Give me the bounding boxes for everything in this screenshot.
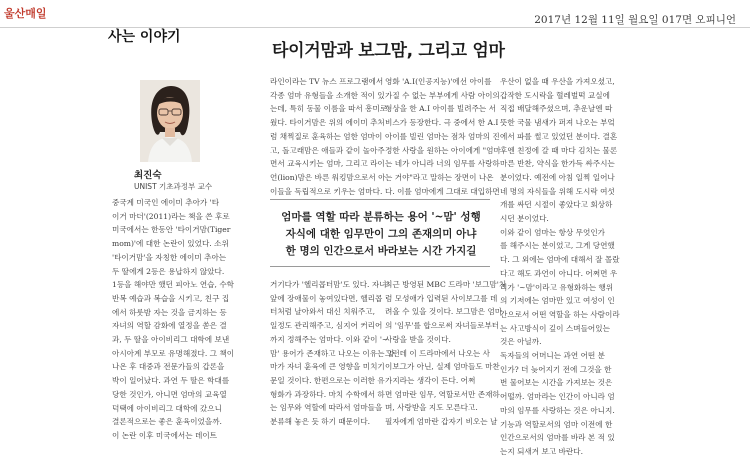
article-text-line: 의 기저에는 엄마만 있고 여성이 인 bbox=[500, 296, 615, 306]
article-text-line: 려올 수 있을 것이다. 보그맘은 엄마 bbox=[385, 307, 503, 317]
article-text-line: 네 명의 자식들을 위해 도시락 여섯 bbox=[500, 186, 615, 196]
article-text-line: 분류해 놓은 듯 하기 때문이다. bbox=[270, 417, 371, 427]
article-text-line: 라인이라는 TV 뉴스 프로그램에서 bbox=[270, 77, 384, 86]
article-text-line: 터처럼 날아와서 대신 치워주고, bbox=[270, 307, 376, 317]
dateline: 2017년 12월 11일 월요일 017면 오피니언 bbox=[534, 14, 736, 26]
author-portrait bbox=[140, 80, 200, 162]
article-text-line: 이 논란 이후 미국에서는 데이트 bbox=[112, 430, 218, 440]
article-text-line: 덕택에 아이비리그 대학에 갔으니 bbox=[112, 403, 222, 413]
article-text-line: 두 딸에게 2등은 용납하지 않았다. bbox=[112, 266, 225, 276]
article-text-line: 가질 수 없는 부부에게 사람 아이의 bbox=[385, 90, 500, 100]
pull-quote-line: 한 명의 인간으로서 바라보는 시간 가지길 bbox=[285, 245, 477, 257]
article-text-line: 에서 하룻밤 자는 것을 금지하는 등 bbox=[112, 307, 227, 317]
article-text-line: 결론적으로는 좋은 훈육이었을까. bbox=[112, 417, 222, 427]
article-text-line: 형상을 한 A.I 아이를 빌려주는 서 bbox=[385, 104, 496, 114]
article-text-line: 는 사고방식이 깊이 스며들어있는 bbox=[500, 323, 610, 333]
article-text-line: 나온 후 대중과 전문가들의 갑론을 bbox=[112, 362, 225, 372]
headline: 타이거맘과 보그맘, 그리고 엄마 bbox=[272, 41, 505, 61]
article-text-line: 웠다. 타이거맘은 위의 에이미 추처 bbox=[270, 118, 385, 128]
article-text-line: 는지 되새겨 보고 바란다. bbox=[500, 446, 584, 456]
article-text-line: 며, 사랑받을 지도 모른다고. bbox=[385, 403, 478, 413]
article-text-line: 각종 엄마 유형들을 소개한 적이 있 bbox=[270, 90, 385, 100]
pull-quote-line: 엄마를 역할 따라 분류하는 용어 '~맘' 성행 bbox=[281, 211, 481, 223]
pull-quote bbox=[270, 209, 492, 260]
article-text-line: 럼 채찍질로 훈육하는 엄한 엄마이 bbox=[270, 131, 383, 141]
article-text-line: 사랑을 받을 것이다. bbox=[385, 334, 451, 344]
author-role: UNIST 기초과정부 교수 bbox=[134, 182, 213, 191]
article-column-3-bottom bbox=[385, 278, 507, 429]
article-text-line: 우산이 없을 때 우산을 가져오셨고, bbox=[500, 77, 615, 86]
article-text-line: 언(lion)맘은 바른 워킹맘으로서 아 bbox=[270, 172, 386, 182]
article-text-line: 의 '임무'를 합으로써 자녀들로부터 bbox=[385, 321, 500, 331]
article-text-line: 중국계 미국인 에이미 추아가 '타 bbox=[112, 198, 220, 207]
article-text-line: 최근 방영된 MBC 드라마 '보그맘'처 bbox=[385, 280, 507, 289]
article-text-line: 독자들의 어머니는 과연 어떤 분 bbox=[500, 351, 606, 361]
article-text-line: 를 해주시는 분이었고, 그게 당연했 bbox=[500, 241, 615, 251]
article-text-line: 그런데 이 드라마에서 나오는 사 bbox=[385, 348, 491, 358]
article-column-2-bottom bbox=[270, 278, 395, 429]
article-text-line: 마른 반찬, 약식을 한가득 싸주시는 bbox=[500, 159, 615, 169]
article-text-line: 일정도 관리해주고, 심지어 커리어 bbox=[270, 321, 383, 331]
article-column-1 bbox=[112, 196, 254, 443]
article-text-line: 면서 교육시키는 엄마, 그리고 라이 bbox=[270, 159, 385, 169]
article-text-line: 앞에 장애물이 놓여있다면, 헬리콥 bbox=[270, 293, 383, 303]
pull-quote-top-rule bbox=[270, 199, 490, 200]
article-text-line: 이보그가 아닌, 실제 엄마들도 마찬 bbox=[385, 362, 500, 372]
article-text-line: '타이거맘'을 자칭한 에이미 추아는 bbox=[112, 252, 227, 262]
article-text-line: 자녀의 역할 감화에 열정을 쏟은 결 bbox=[112, 321, 227, 331]
article-text-line: 비스가 등장한다. 극 중에서 한 A.I bbox=[385, 118, 499, 128]
article-text-line: 이들을 독립적으로 키우는 엄마다. bbox=[270, 186, 383, 196]
article-text-line: 문일 것이다. 한편으로는 이러한 유 bbox=[270, 375, 385, 385]
article-text-line: 인가? 더 늦어지기 전에 그것을 한 bbox=[500, 364, 612, 374]
newspaper-masthead bbox=[4, 5, 47, 21]
article-text-line: 인간으로서의 엄마를 바라 본 적 있 bbox=[500, 433, 615, 443]
article-text-line: 다고 해도 과언이 아니다. 어쩌면 우 bbox=[500, 268, 618, 278]
article-text-line: 시던 분이었다. bbox=[500, 214, 549, 224]
article-text-line: 어떨까. 엄마라는 인간이 아니라 엄 bbox=[500, 392, 615, 402]
pull-quote-bottom-rule bbox=[270, 266, 490, 267]
article-text-line: 정한 사랑을 원하는 아이에게 "엄마 bbox=[385, 145, 501, 155]
masthead-label: 울산매일 bbox=[4, 7, 47, 20]
article-text-line: 분이었다. 예전에 아침 일찍 일어나 bbox=[500, 172, 615, 182]
article-text-line: 맘' 용어가 존재하고 나오는 이유는 엄 bbox=[270, 348, 395, 358]
article-text-line: mom)'에 대한 논란이 있었다. 소위 bbox=[112, 239, 229, 249]
article-text-line: 는데, 특히 동물 이름을 따서 흥미로 bbox=[270, 104, 388, 114]
article-text-line: 갑작한 도시락을 혈레벌떡 교실에 bbox=[500, 90, 610, 100]
article-text-line: 마의 임무를 사랑하는 것은 아니지. bbox=[500, 405, 615, 415]
author-photo bbox=[140, 80, 200, 162]
article-text-line: 는 임무와 역할에 따라서 엄마들을 bbox=[270, 403, 383, 413]
article-text-line: 는 거야"라고 말하는 장면이 나온 bbox=[385, 172, 494, 182]
article-text-line: 에서 파를 썰고 있었던 분이다. 결혼 bbox=[500, 131, 618, 141]
article-text-line: 과, 두 딸을 아이비리그 대학에 보낸 bbox=[112, 335, 230, 345]
article-text-line: 것은 아닐까. bbox=[500, 337, 542, 347]
article-column-2-top bbox=[270, 75, 388, 198]
article-text-line: 마가 자녀 훈육에 큰 영향을 미치기 bbox=[270, 362, 385, 372]
article-text-line: 다. 그 외에는 엄마에 대해서 잘 몰랐 bbox=[500, 255, 620, 265]
article-text-line: 1등을 해야만 했던 피아노 연습, 수학 bbox=[112, 280, 235, 290]
article-text-line: 이거 마더'(2011)라는 책을 쓴 후로 bbox=[112, 211, 230, 221]
article-text-line: 이와 같이 엄마는 항상 무엇인가 bbox=[500, 227, 606, 237]
article-column-3-top bbox=[385, 75, 501, 198]
column-name: 사는 이야기 bbox=[108, 29, 181, 45]
article-text-line: 형화가 과장하다. 마치 수학에서 하 bbox=[270, 389, 385, 399]
article-text-line: 고, 돌고래맘은 애들과 같이 놀아주 bbox=[270, 145, 385, 155]
article-text-line: 는 네가 아니라 너의 임무를 사랑하 bbox=[385, 159, 500, 169]
article-text-line: 거기다가 '헬리콥터맘'도 있다. 자녀 bbox=[270, 280, 387, 289]
article-text-line: 직접 배달해주셨으며, 추운날엔 따 bbox=[500, 104, 613, 114]
article-text-line: 기능과 역할로서의 엄마 이전에 한 bbox=[500, 419, 613, 429]
article-text-line: 리가 '~맘'이라고 유형화하는 행위 bbox=[500, 282, 614, 292]
article-text-line: 까지 정해주는 엄마다. 이와 같이 '~ bbox=[270, 334, 389, 344]
article-text-line: 번 물어보는 시간을 가져보는 것은 bbox=[500, 378, 613, 388]
article-column-4 bbox=[500, 75, 620, 459]
article-text-line: 면 엄마란 임무, 역할로서만 존재하 bbox=[385, 389, 500, 399]
article-text-line: 후엔 친정에 갈 때 마다 김치는 물론 bbox=[500, 145, 618, 155]
article-text-line: 반복 예습과 복습을 시키고, 친구 집 bbox=[112, 293, 230, 303]
article-text-line: 간으로서 어떤 역할을 하는 사람이라 bbox=[500, 309, 620, 319]
article-text-line: 아시아계 부모로 유명해졌다. 그 책이 bbox=[112, 348, 235, 358]
article-text-line: 뜻한 국물 냄새가 퍼져 나오는 부엌 bbox=[500, 118, 615, 128]
author-name: 최진숙 bbox=[134, 170, 162, 181]
article-text-line: 필자에게 엄마란 갑자기 비오는 날 bbox=[385, 417, 498, 427]
article-text-line: 다. 이를 엄마에게 그대로 대입하면 bbox=[385, 186, 500, 196]
article-text-line: 아이를 빌린 엄마는 점차 엄마의 진 bbox=[385, 131, 500, 141]
article-text-line: 미국에서는 한동안 '타이거맘(Tiger bbox=[112, 225, 231, 235]
article-text-line: 럼 모성애가 입력된 사이보그를 데 bbox=[385, 293, 498, 303]
article-text-line: 개를 싸던 시절이 좋았다고 회상하 bbox=[500, 200, 613, 210]
article-text-line: 당한 것인가, 아니면 엄마의 교육열 bbox=[112, 389, 227, 399]
article-text-line: 박이 일어났다. 과연 두 딸은 학대를 bbox=[112, 376, 230, 386]
pull-quote-line: 자식에 대한 임무만이 그의 존재의미 아냐 bbox=[285, 228, 477, 240]
article-text-line: 영화 'A.I(인공지능)'에선 아이를 bbox=[385, 77, 492, 86]
article-text-line: 가지라는 생각이 든다. 어쩌 bbox=[385, 375, 476, 385]
